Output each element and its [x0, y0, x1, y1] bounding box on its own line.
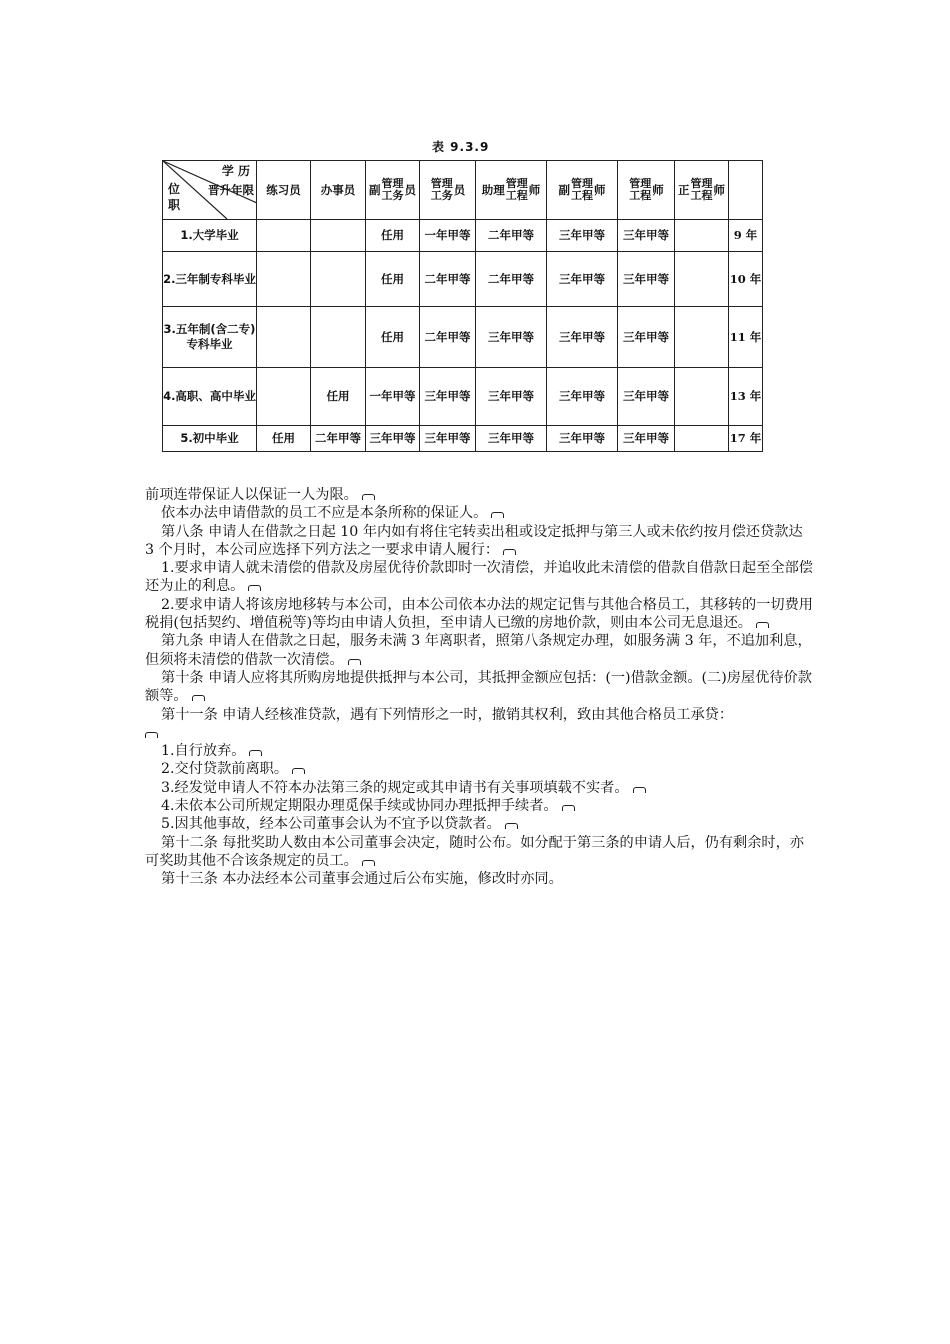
row-label: 1.大学毕业	[163, 220, 257, 252]
table-cell: 任用	[366, 252, 420, 307]
table-cell: 三年甲等	[476, 307, 547, 368]
paragraph-article-9: 第九条 申请人在借款之日起，服务未满 3 年离职者，照第八条规定办理，如服务满 3 年，不追加利息，但须将未清偿的借款一次清偿。	[145, 633, 812, 668]
col-header-total-years	[729, 161, 763, 220]
table-cell: 一年甲等	[366, 368, 420, 426]
table-cell: 任用	[257, 426, 311, 452]
header-row	[163, 161, 763, 220]
paragraph: 1.要求申请人就未清偿的借款及房屋优待价款即时一次清偿，并追收此未清偿的借款自借款日起至全部偿还为止的利息。	[145, 560, 813, 595]
table-cell: 三年甲等	[420, 426, 476, 452]
paragraph: 2.要求申请人将该房地移转与本公司，由本公司依本办法的规定记售与其他合格员工，其移转的一切费用税捐(包括契约、增值税等)等均由申请人负担，至申请人已缴的房地价款，则由本公司无息退还。	[145, 596, 813, 632]
paragraph-mark-icon	[348, 659, 361, 665]
paragraph-mark-icon	[505, 823, 518, 829]
table-cell: 任用	[366, 220, 420, 252]
list-item: 2.交付贷款前离职。	[145, 760, 815, 778]
col-header-senior-mgmt-engineer: 正 管理 工程 师	[675, 161, 729, 220]
table-cell: 二年甲等	[311, 426, 366, 452]
corner-label-position: 位职	[167, 182, 180, 212]
col-header-clerk: 办事员	[311, 161, 366, 220]
document-body	[145, 486, 815, 889]
table-cell: 二年甲等	[476, 220, 547, 252]
col-header-mgmt-engineer: 管理 工程 师	[618, 161, 675, 220]
table-cell	[257, 368, 311, 426]
table-cell: 三年甲等	[618, 307, 675, 368]
table-row	[163, 368, 763, 426]
row-label: 3.五年制(含二专)专科毕业	[163, 307, 257, 368]
table-cell: 二年甲等	[420, 307, 476, 368]
table-row	[163, 426, 763, 452]
paragraph-article-10: 第十条 申请人应将其所购房地提供抵押与本公司，其抵押金额应包括：(一)借款金额。(二)房屋优待价款额等。	[145, 669, 812, 705]
paragraph-article-13: 第十三条 本办法经本公司董事会通过后公布实施，修改时亦同。	[161, 871, 563, 888]
table-cell: 三年甲等	[476, 426, 547, 452]
table-cell	[675, 220, 729, 252]
paragraph-mark-icon	[633, 787, 646, 793]
paragraph-mark-icon	[192, 695, 205, 701]
table-cell	[257, 220, 311, 252]
col-header-assistant-mgmt-engineer: 助理 管理 工程 师	[476, 161, 547, 220]
table-cell: 三年甲等	[618, 220, 675, 252]
table-cell: 三年甲等	[547, 252, 618, 307]
table-cell-years: 13 年	[729, 368, 763, 426]
table-row	[163, 220, 763, 252]
table-cell	[675, 426, 729, 452]
paragraph: 前项连带保证人以保证一人为限。	[145, 486, 815, 504]
table-cell: 三年甲等	[366, 426, 420, 452]
table-cell	[311, 307, 366, 368]
table-cell	[311, 220, 366, 252]
promotion-table	[162, 160, 763, 452]
paragraph-mark-icon	[756, 622, 769, 628]
list-item: 5.因其他事故，经本公司董事会认为不宜予以贷款者。	[145, 815, 815, 833]
table-cell: 三年甲等	[420, 368, 476, 426]
row-label: 5.初中毕业	[163, 426, 257, 452]
table-cell: 任用	[366, 307, 420, 368]
table-caption: 表 9.3.9	[432, 140, 490, 154]
paragraph-mark-icon	[248, 585, 261, 591]
col-header-assistant-mgmt-officer: 副 管理 工务 员	[366, 161, 420, 220]
table-cell: 三年甲等	[547, 220, 618, 252]
table-row	[163, 307, 763, 368]
paragraph-mark-icon	[249, 750, 262, 756]
table-cell: 三年甲等	[547, 426, 618, 452]
table-cell-years: 9 年	[729, 220, 763, 252]
paragraph-article-11: 第十一条 申请人经核准贷款，遇有下列情形之一时，撤销其权利，致由其他合格员工承贷：	[145, 706, 815, 743]
list-item: 3.经发觉申请人不符本办法第三条的规定或其申请书有关事项填载不实者。	[145, 779, 815, 797]
table-cell: 二年甲等	[420, 252, 476, 307]
list-item: 4.未依本公司所规定期限办理觅保手续或协同办理抵押手续者。	[145, 797, 815, 815]
table-cell: 三年甲等	[547, 307, 618, 368]
paragraph-article-8: 第八条 申请人在借款之日起 10 年内如有将住宅转卖出租或设定抵押与第三人或未依约按月偿还贷款达 3 个月时，本公司应选择下列方法之一要求申请人履行：	[145, 523, 803, 558]
corner-header-cell	[163, 161, 257, 220]
table-cell: 任用	[311, 368, 366, 426]
paragraph: 依本办法申请借款的员工不应是本条所称的保证人。	[145, 504, 815, 522]
table-cell: 一年甲等	[420, 220, 476, 252]
col-header-trainee: 练习员	[257, 161, 311, 220]
table-cell: 三年甲等	[618, 252, 675, 307]
table-cell	[675, 368, 729, 426]
paragraph-mark-icon	[491, 512, 504, 518]
table-cell-years: 17 年	[729, 426, 763, 452]
table-cell	[675, 307, 729, 368]
table-row	[163, 252, 763, 307]
paragraph-mark-icon	[292, 768, 305, 774]
table-cell	[257, 252, 311, 307]
table-cell-years: 10 年	[729, 252, 763, 307]
table-cell: 三年甲等	[476, 368, 547, 426]
paragraph-mark-icon	[503, 549, 516, 555]
row-label: 2.三年制专科毕业	[163, 252, 257, 307]
row-label: 4.高职、高中毕业	[163, 368, 257, 426]
paragraph-article-12: 第十二条 每批奖助人数由本公司董事会决定，随时公布。如分配于第三条的申请人后，仍有剩余时，亦可奖助其他不合该条规定的员工。	[145, 834, 804, 869]
table-cell	[675, 252, 729, 307]
paragraph-mark-icon	[145, 732, 158, 738]
col-header-mgmt-officer: 管理 工务 员	[420, 161, 476, 220]
paragraph-mark-icon	[362, 860, 375, 866]
table-cell: 二年甲等	[476, 252, 547, 307]
paragraph-mark-icon	[562, 805, 575, 811]
col-header-associate-mgmt-engineer: 副 管理 工程 师	[547, 161, 618, 220]
table-cell: 三年甲等	[547, 368, 618, 426]
table-cell-years: 11 年	[729, 307, 763, 368]
table-cell: 三年甲等	[618, 368, 675, 426]
paragraph-mark-icon	[362, 494, 375, 500]
table-cell	[257, 307, 311, 368]
table-cell	[311, 252, 366, 307]
corner-label-education: 学 历	[221, 164, 250, 178]
table-cell: 三年甲等	[618, 426, 675, 452]
list-item: 1.自行放弃。	[145, 742, 815, 760]
corner-label-promotion-years: 晋升年限	[208, 183, 254, 197]
